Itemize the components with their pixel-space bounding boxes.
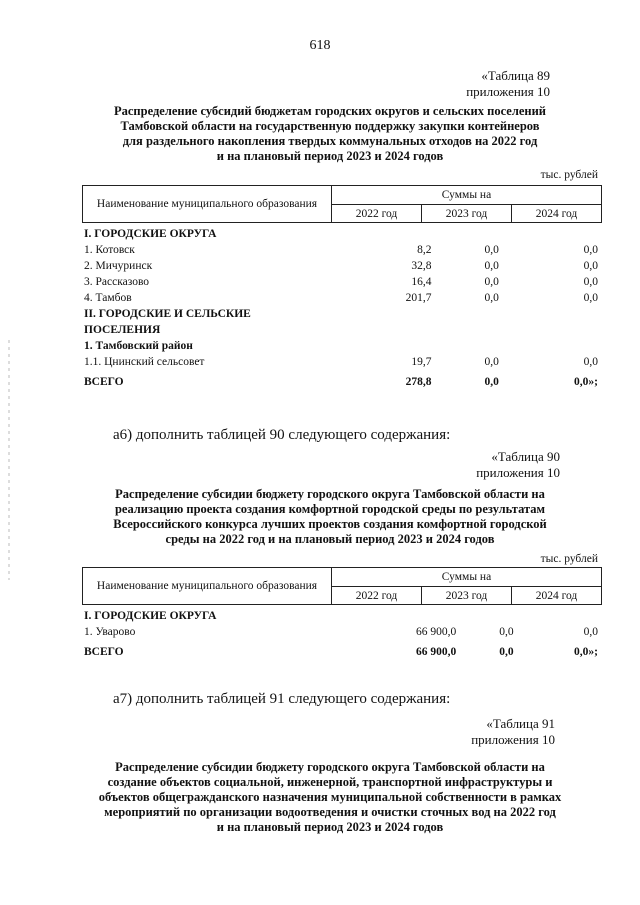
table-ref — [400, 68, 550, 100]
row-name: 1. Уварово — [84, 626, 136, 638]
row-name: I. ГОРОДСКИЕ ОКРУГА — [84, 610, 217, 622]
row-value: 0,0 — [499, 626, 514, 638]
row-value: 0,0 — [484, 244, 499, 256]
row-value: 0,0 — [484, 260, 499, 272]
table-title — [100, 104, 560, 164]
table-row — [80, 276, 604, 292]
title-line: Распределение субсидии бюджету городского округа Тамбовской области на — [115, 487, 545, 501]
table-row — [80, 324, 604, 340]
row-value — [437, 324, 504, 340]
row-value: 0,0 — [499, 646, 514, 658]
row-value: 0,0 — [583, 276, 598, 288]
amendment-note: а7) дополнить таблицей 91 следующего содержания: — [113, 691, 451, 707]
table-row — [80, 610, 604, 626]
row-value — [505, 324, 604, 340]
title-line: Распределение субсидий бюджетам городских округов и сельских поселений — [113, 104, 546, 118]
row-value — [332, 228, 437, 244]
table-row — [80, 626, 604, 642]
table-row — [80, 244, 604, 260]
row-value: 0,0»; — [574, 376, 598, 388]
row-value — [520, 610, 604, 626]
amendment-note: а6) дополнить таблицей 90 следующего содержания: — [113, 427, 451, 443]
title-line: Тамбовской области на государственную поддержку закупки контейнеров — [120, 119, 540, 133]
row-value — [332, 324, 437, 340]
row-value — [505, 228, 604, 244]
table-row — [80, 292, 604, 308]
table-row — [80, 260, 604, 276]
row-name: I. ГОРОДСКИЕ ОКРУГА — [84, 228, 217, 240]
row-value — [437, 340, 504, 356]
data-table — [80, 610, 604, 662]
units-label: тыс. рублей — [540, 169, 598, 181]
data-table — [80, 228, 604, 392]
title-line: Всероссийского конкурса лучших проектов создания комфортной городской — [113, 517, 547, 531]
row-value: 0,0 — [583, 626, 598, 638]
units-label: тыс. рублей — [540, 553, 598, 565]
row-value: 0,0 — [484, 356, 499, 368]
row-name: 1. Тамбовский район — [84, 340, 193, 352]
column-header-year: 2023 год — [422, 587, 512, 605]
row-name: ВСЕГО — [84, 646, 124, 658]
title-line: мероприятий по организации водоотведения и очистки сточных вод на 2022 год — [104, 805, 556, 819]
row-value: 16,4 — [411, 276, 432, 288]
title-line: и на плановый период 2023 и 2024 годов — [216, 149, 444, 163]
table-ref-line: приложения 10 — [476, 465, 560, 480]
row-value: 0,0 — [484, 292, 499, 304]
table-ref-line: «Таблица 90 — [491, 449, 560, 464]
row-value: 66 900,0 — [415, 646, 457, 658]
row-value: 201,7 — [405, 292, 432, 304]
column-header-sums: Суммы на — [332, 186, 602, 205]
table-ref — [405, 716, 555, 748]
column-header-year: 2023 год — [422, 205, 512, 223]
table-row-total — [80, 372, 604, 392]
row-name: ПОСЕЛЕНИЯ — [84, 324, 161, 336]
table-header — [82, 567, 602, 605]
row-value: 0,0 — [484, 276, 499, 288]
row-name: 1.1. Цнинский сельсовет — [84, 356, 205, 368]
column-header-year: 2024 год — [512, 587, 602, 605]
row-name: II. ГОРОДСКИЕ И СЕЛЬСКИЕ — [84, 308, 251, 320]
row-name: 1. Котовск — [84, 244, 135, 256]
table-ref-line: приложения 10 — [471, 732, 555, 747]
row-name: 3. Рассказово — [84, 276, 150, 288]
row-value — [462, 610, 519, 626]
table-ref-line: «Таблица 89 — [481, 68, 550, 83]
row-value: 0,0 — [583, 244, 598, 256]
row-name: 2. Мичуринск — [84, 260, 153, 272]
table-header — [82, 185, 602, 223]
row-name: ВСЕГО — [84, 376, 124, 388]
table-row-total — [80, 642, 604, 662]
table-row — [80, 340, 604, 356]
row-value: 0,0 — [583, 260, 598, 272]
page-number: 618 — [309, 38, 331, 53]
row-value: 0,0 — [583, 356, 598, 368]
row-value: 0,0 — [484, 376, 499, 388]
table-ref — [410, 449, 560, 481]
row-value — [505, 308, 604, 324]
title-line: реализацию проекта создания комфортной городской среды по результатам — [114, 502, 546, 516]
table-ref-line: «Таблица 91 — [486, 716, 555, 731]
column-header-name: Наименование муниципального образования — [83, 568, 332, 605]
row-value: 32,8 — [411, 260, 432, 272]
margin-scan-mark — [4, 340, 14, 580]
title-line: создание объектов социальной, инженерной, транспортной инфраструктуры и — [107, 775, 553, 789]
row-value: 278,8 — [405, 376, 432, 388]
row-value — [437, 228, 504, 244]
row-name: 4. Тамбов — [84, 292, 132, 304]
title-line: для раздельного накопления твердых коммунальных отходов на 2022 год — [122, 134, 538, 148]
row-value: 66 900,0 — [415, 626, 457, 638]
row-value: 0,0»; — [574, 646, 598, 658]
table-title — [100, 487, 560, 547]
row-value — [332, 610, 462, 626]
title-line: Распределение субсидии бюджету городского округа Тамбовской области на — [115, 760, 545, 774]
row-value — [332, 340, 437, 356]
row-value: 0,0 — [583, 292, 598, 304]
table-row — [80, 308, 604, 324]
scan-mark-graphic — [4, 340, 14, 580]
column-header-year: 2022 год — [332, 587, 422, 605]
row-value — [505, 340, 604, 356]
table-row — [80, 356, 604, 372]
title-line: и на плановый период 2023 и 2024 годов — [216, 820, 444, 834]
row-value — [332, 308, 437, 324]
row-value: 8,2 — [417, 244, 432, 256]
row-value: 19,7 — [411, 356, 432, 368]
column-header-name: Наименование муниципального образования — [83, 186, 332, 223]
column-header-year: 2024 год — [512, 205, 602, 223]
column-header-sums: Суммы на — [332, 568, 602, 587]
table-row — [80, 228, 604, 244]
title-line: среды на 2022 год и на плановый период 2023 и 2024 годов — [165, 532, 495, 546]
table-ref-line: приложения 10 — [466, 84, 550, 99]
column-header-year: 2022 год — [332, 205, 422, 223]
title-line: объектов общегражданского назначения муниципальной собственности в рамках — [98, 790, 562, 804]
row-value — [437, 308, 504, 324]
table-title — [90, 760, 570, 835]
